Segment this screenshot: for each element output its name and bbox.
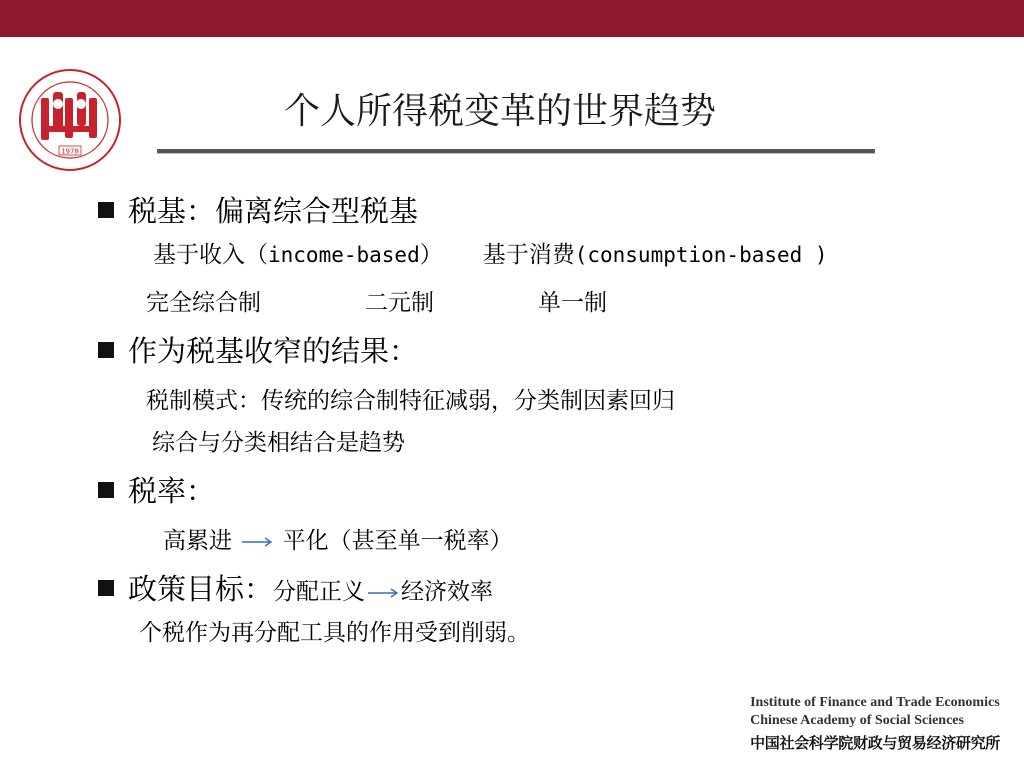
system-dual: 二元制 xyxy=(365,290,434,316)
tax-base-types xyxy=(153,240,828,270)
bullet-tax-base xyxy=(98,193,418,229)
arrow-right-icon xyxy=(241,535,273,549)
system-single: 单一制 xyxy=(538,290,607,316)
square-bullet-icon xyxy=(98,482,114,498)
flat-rate-label: 平化（甚至单一税率） xyxy=(282,528,513,554)
square-bullet-icon xyxy=(98,580,114,596)
bullet-policy-goal xyxy=(98,571,493,610)
income-label: 基于收入（ xyxy=(153,242,268,268)
bullet-heading: 税基：偏离综合型税基 xyxy=(128,194,419,228)
footer-academy-en: Chinese Academy of Social Sciences xyxy=(750,713,964,728)
top-banner xyxy=(0,0,1024,37)
institute-logo xyxy=(15,68,125,172)
distributive-justice-label: 分配正义 xyxy=(273,579,366,605)
system-full-comprehensive: 完全综合制 xyxy=(146,290,261,316)
slide-title: 个人所得税变革的世界趋势 xyxy=(283,91,716,132)
arrow-right-icon xyxy=(367,586,399,600)
bullet-heading: 税率： xyxy=(128,474,216,508)
system-types xyxy=(146,288,607,318)
bullet-result xyxy=(98,333,418,369)
tax-rate-trend xyxy=(163,526,513,556)
svg-text:1978: 1978 xyxy=(61,147,79,156)
square-bullet-icon xyxy=(98,342,114,358)
footer-institute-cn: 中国社会科学院财政与贸易经济研究所 xyxy=(750,734,1000,752)
paren-close: ） xyxy=(419,242,443,268)
title-underline xyxy=(157,149,875,153)
consumption-label: 基于消费 xyxy=(482,242,575,268)
footer-institute-en: Institute of Finance and Trade Economics xyxy=(750,695,1000,710)
square-bullet-icon xyxy=(98,202,114,218)
bullet-tax-rate xyxy=(98,473,215,509)
institute-footer xyxy=(750,694,1000,754)
consumption-based-text: (consumption-based ) xyxy=(574,243,828,267)
policy-goal-note: 个税作为再分配工具的作用受到削弱。 xyxy=(139,620,530,646)
bullet-heading: 政策目标： xyxy=(128,572,274,606)
result-line-1: 税制模式：传统的综合制特征减弱，分类制因素回归 xyxy=(146,388,675,414)
bullet-heading: 作为税基收窄的结果： xyxy=(128,334,419,368)
income-based-text: income-based xyxy=(268,243,420,267)
economic-efficiency-label: 经济效率 xyxy=(401,579,494,605)
high-progressive-label: 高累进 xyxy=(163,528,232,554)
result-line-2: 综合与分类相结合是趋势 xyxy=(152,430,405,456)
